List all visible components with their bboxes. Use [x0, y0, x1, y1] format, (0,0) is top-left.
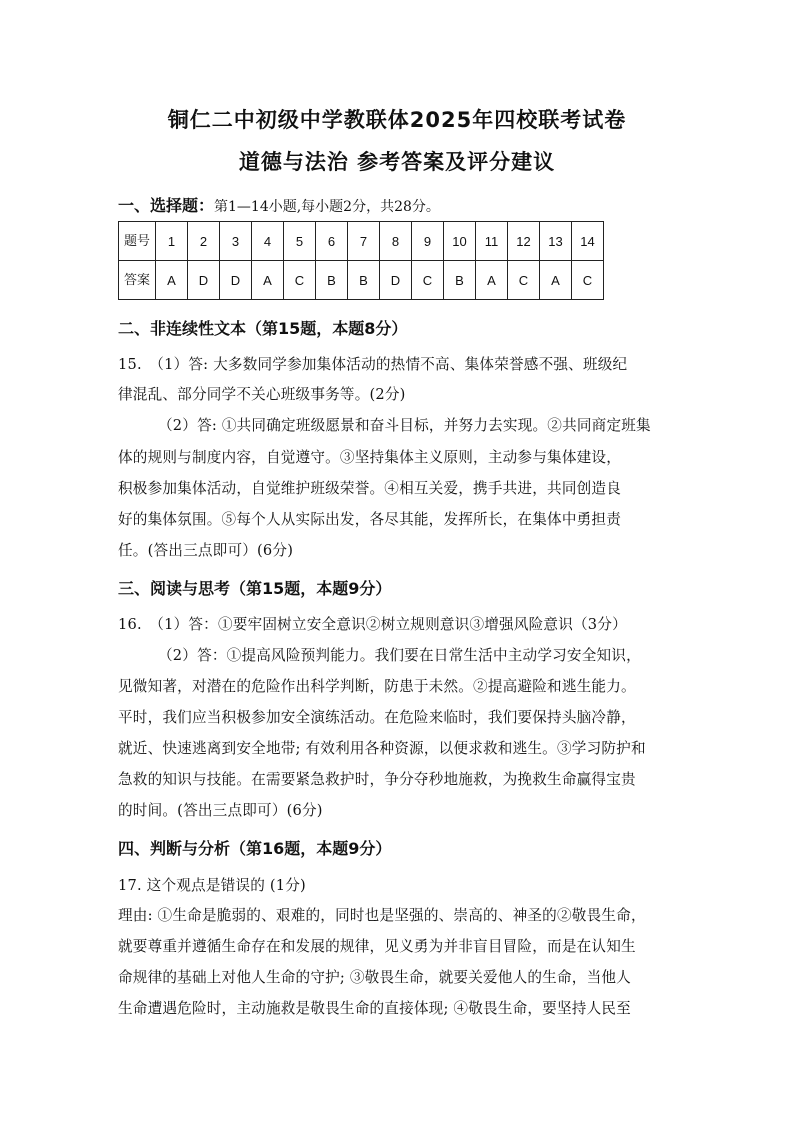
answer-cell: D [380, 261, 412, 300]
answer-cell: A [156, 261, 188, 300]
q17-line: 生命遭遇危险时，主动施救是敬畏生命的直接体现; ④敬畏生命，要坚持人民至 [118, 1000, 631, 1017]
exam-title: 铜仁二中初级中学教联体2025年四校联考试卷 [167, 108, 627, 132]
question-number: 13 [540, 222, 572, 261]
answer-cell: A [252, 261, 284, 300]
question-number: 8 [380, 222, 412, 261]
question-number: 3 [220, 222, 252, 261]
answer-cell: C [284, 261, 316, 300]
question-number: 9 [412, 222, 444, 261]
q16-line: 16. （1）答：①要牢固树立安全意识②树立规则意识③增强风险意识（3分） [118, 616, 627, 633]
q17-line: 17. 这个观点是错误的 (1分) [118, 877, 306, 894]
question-number: 1 [156, 222, 188, 261]
question-number: 10 [444, 222, 476, 261]
q15-line: 任。(答出三点即可）(6分) [118, 542, 294, 559]
answer-table [118, 221, 604, 300]
q16-line: 的时间。(答出三点即可）(6分) [118, 802, 323, 819]
q17-line: 命规律的基础上对他人生命的守护; ③敬畏生命，就要关爱他人的生命，当他人 [118, 969, 631, 986]
section-3-heading: 三、阅读与思考（第15题，本题9分） [118, 579, 392, 598]
q16-line: 见微知著，对潜在的危险作出科学判断，防患于未然。②提高避险和逃生能力。 [118, 678, 636, 695]
question-number: 2 [188, 222, 220, 261]
q15-line: 15. （1）答: 大多数同学参加集体活动的热情不高、集体荣誉感不强、班级纪 [118, 356, 628, 373]
q15-line: 好的集体氛围。⑤每个人从实际出发，各尽其能，发挥所长，在集体中勇担责 [118, 511, 621, 528]
table-row-numbers [119, 222, 604, 261]
q17-line: 就要尊重并遵循生命存在和发展的规律，见义勇为并非盲目冒险，而是在认知生 [118, 938, 636, 955]
answer-cell: A [540, 261, 572, 300]
exam-subtitle: 道德与法治 参考答案及评分建议 [238, 150, 556, 174]
q15-line: （2）答: ①共同确定班级愿景和奋斗目标，并努力去实现。②共同商定班集 [158, 417, 651, 434]
section-2-heading: 二、非连续性文本（第15题，本题8分） [118, 319, 408, 338]
answer-cell: B [348, 261, 380, 300]
answer-cell: D [188, 261, 220, 300]
answer-cell: A [476, 261, 508, 300]
answer-cell: B [316, 261, 348, 300]
answer-cell: C [572, 261, 604, 300]
q16-line: （2）答：①提高风险预判能力。我们要在日常生活中主动学习安全知识， [158, 647, 641, 664]
section-1-title: 一、选择题： [118, 196, 215, 215]
answer-cell: C [412, 261, 444, 300]
q16-line: 就近、快速逃离到安全地带; 有效利用各种资源，以便求救和逃生。③学习防护和 [118, 740, 646, 757]
q15-line: 体的规则与制度内容，自觉遵守。③坚持集体主义原则，主动参与集体建设， [118, 449, 621, 466]
q16-line: 急救的知识与技能。在需要紧急救护时，争分夺秒地施救，为挽救生命赢得宝贵 [118, 771, 636, 788]
question-number: 6 [316, 222, 348, 261]
section-1-heading [118, 193, 440, 216]
question-number: 12 [508, 222, 540, 261]
question-number: 14 [572, 222, 604, 261]
answer-cell: B [444, 261, 476, 300]
q15-line: 律混乱、部分同学不关心班级事务等。(2分) [118, 386, 406, 403]
question-number: 7 [348, 222, 380, 261]
answer-cell: D [220, 261, 252, 300]
row-label-question: 题号 [119, 222, 156, 261]
q16-line: 平时，我们应当积极参加安全演练活动。在危险来临时，我们要保持头脑冷静， [118, 709, 636, 726]
question-number: 5 [284, 222, 316, 261]
section-4-heading: 四、判断与分析（第16题，本题9分） [118, 839, 392, 858]
row-label-answer: 答案 [119, 261, 156, 300]
q15-line: 积极参加集体活动，自觉维护班级荣誉。④相互关爱，携手共进，共同创造良 [118, 480, 621, 497]
question-number: 11 [476, 222, 508, 261]
answer-cell: C [508, 261, 540, 300]
question-number: 4 [252, 222, 284, 261]
q17-line: 理由: ①生命是脆弱的、艰难的，同时也是坚强的、崇高的、神圣的②敬畏生命， [118, 907, 646, 924]
table-row-answers [119, 261, 604, 300]
section-1-note: 第1—14小题,每小题2分，共28分。 [214, 199, 440, 215]
